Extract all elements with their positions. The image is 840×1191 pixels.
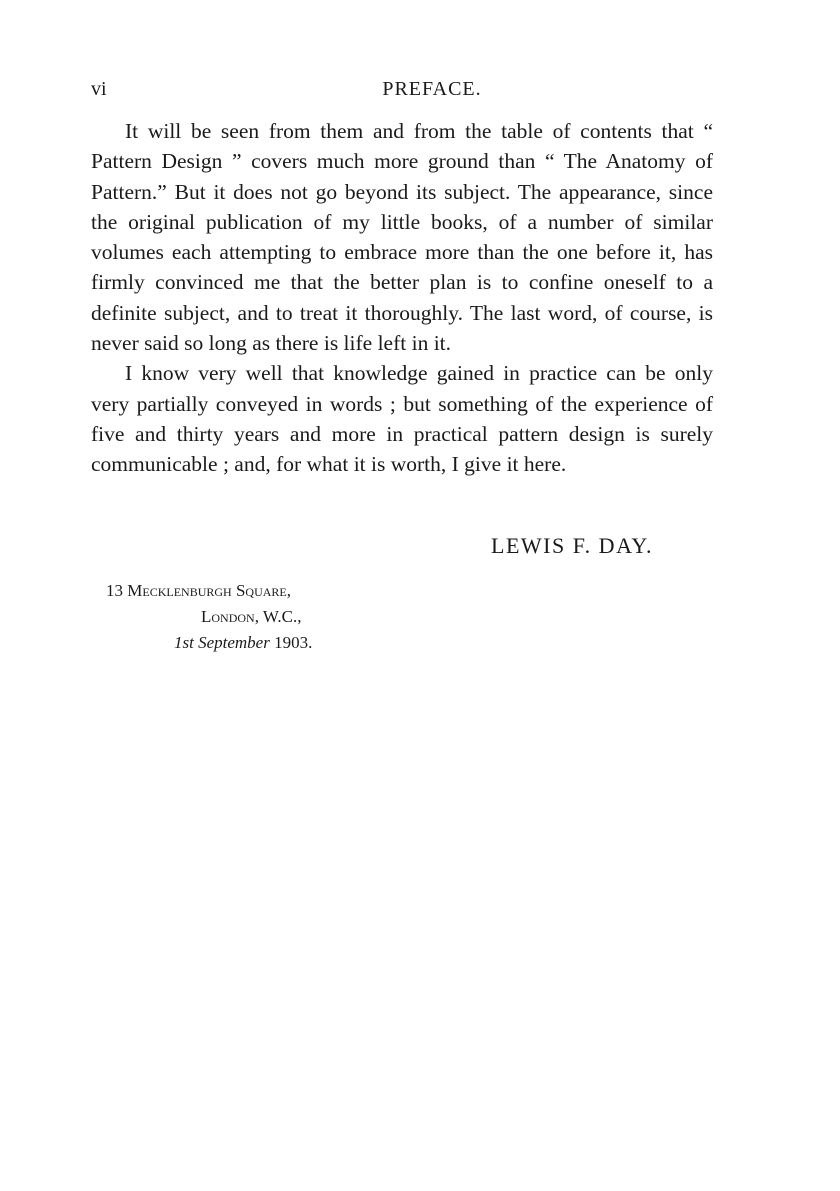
preface-body bbox=[91, 116, 713, 480]
address-block bbox=[106, 578, 406, 656]
date-year: 1903. bbox=[274, 633, 313, 652]
section-title: PREFACE. bbox=[382, 78, 482, 100]
date-line bbox=[174, 630, 406, 656]
page-number: vi bbox=[91, 78, 107, 100]
running-head bbox=[91, 76, 713, 102]
address-city: London, W.C., bbox=[201, 607, 302, 626]
paragraph: It will be seen from them and from the table of contents that “ Pattern Design ” covers much more ground than “ The Anatomy of Pattern.” But it does not go beyond its subject. The appearance, since the original publication of my little books, of a number of similar volumes each attempting to embrace more than the one before it, has firmly convinced me that the better plan is to confine oneself to a definite subject, and to treat it thoroughly. The last word, of course, is never said so long as there is life left in it. bbox=[91, 119, 713, 356]
author-signature: LEWIS F. DAY. bbox=[491, 533, 653, 558]
address-street: 13 Mecklenburgh Square, bbox=[106, 581, 291, 600]
date-day-month: 1st September bbox=[174, 633, 270, 652]
paragraph: I know very well that knowledge gained in practice can be only very partially conveyed in words ; but something of the experience of five and thirty years and more in practical pattern design is surely communicable ; and, for what it is worth, I give it here. bbox=[91, 361, 713, 477]
